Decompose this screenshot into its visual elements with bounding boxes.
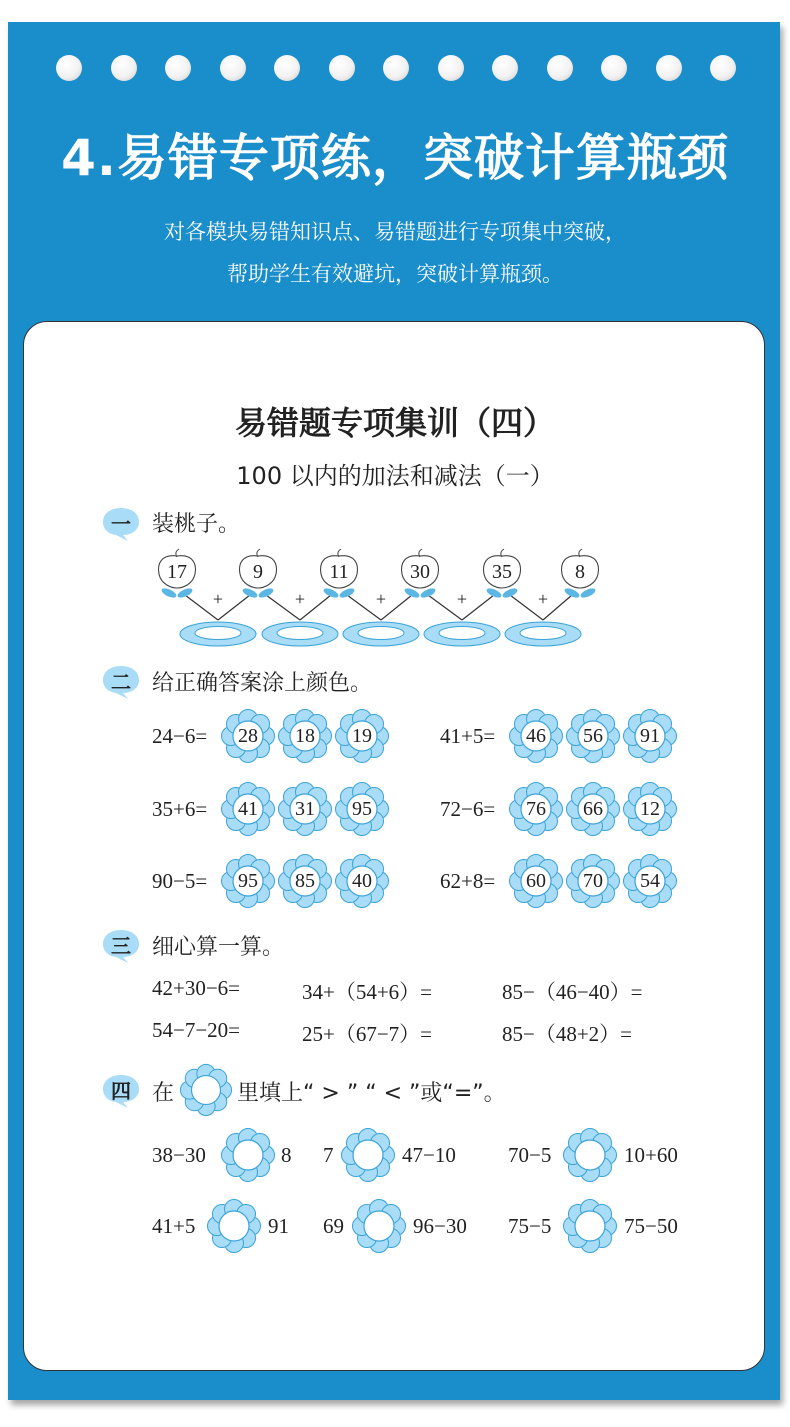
banner-subline-2: 帮助学生有效避坑，突破计算瓶颈。: [227, 262, 563, 286]
answer-option-flower: [333, 707, 391, 765]
compare-blank-flower[interactable]: [219, 1126, 277, 1184]
answer-option-flower: [507, 852, 565, 910]
compare-right: 96−30: [413, 1214, 467, 1238]
peach-icon: [159, 549, 196, 600]
flower-option-number: 12: [640, 798, 660, 820]
answer-option-flower: [621, 707, 679, 765]
equation-right: 72−6=: [440, 797, 496, 821]
flower-option-number: 95: [238, 870, 258, 892]
peach-icon: [321, 549, 358, 600]
answer-option-flower: [219, 852, 277, 910]
flower-option-number: 60: [526, 870, 546, 892]
flower-icon: [339, 1126, 397, 1184]
flower-option-number: 95: [352, 798, 372, 820]
section4-instruction-post: 里填上“ > ” “ < ”或“=”。: [237, 1081, 506, 1106]
flower-option-number: 66: [583, 798, 603, 820]
banner-subline-1: 对各模块易错知识点、易错题进行专项集中突破，: [164, 220, 626, 244]
equation-right: 41+5=: [440, 724, 496, 748]
peach-number: 11: [329, 561, 349, 583]
peach-number: 30: [410, 561, 430, 583]
compare-blank-flower[interactable]: [561, 1126, 619, 1184]
worksheet-title: 易错题专项集训（四）: [234, 404, 555, 442]
flower-option-number: 54: [640, 870, 660, 892]
compare-blank-flower[interactable]: [350, 1197, 408, 1255]
flower-icon: [561, 1197, 619, 1255]
answer-option-flower: [507, 780, 565, 838]
section4-instruction-pre: 在: [152, 1081, 175, 1106]
section-number-badge: [101, 1073, 141, 1107]
answer-option-flower: [219, 780, 277, 838]
section1-instruction: 装桃子。: [152, 512, 241, 537]
answer-option-flower: [276, 780, 334, 838]
answer-option-flower: [564, 780, 622, 838]
equation-right: 62+8=: [440, 869, 496, 893]
plus-sign: +: [537, 589, 549, 609]
flower-option-number: 56: [583, 725, 603, 747]
binding-hole-icon: [111, 55, 137, 81]
binding-hole-icon: [56, 55, 82, 81]
section-number-text: 二: [111, 670, 131, 694]
flower-option-number: 19: [352, 725, 372, 747]
answer-option-flower: [621, 852, 679, 910]
section3-instruction: 细心算一算。: [152, 935, 285, 960]
compare-right: 8: [281, 1143, 292, 1167]
answer-option-flower: [276, 852, 334, 910]
answer-option-flower: [333, 780, 391, 838]
flower-icon: [561, 1126, 619, 1184]
section2-instruction: 给正确答案涂上颜色。: [152, 671, 373, 696]
blank-flower-icon: [178, 1062, 234, 1118]
calc-expression: 85−（46−40）=: [502, 980, 643, 1004]
binding-hole-icon: [438, 55, 464, 81]
equation-left: 90−5=: [152, 869, 208, 893]
plus-sign: +: [456, 589, 468, 609]
flower-option-number: 31: [295, 798, 315, 820]
calc-expression: 34+（54+6）=: [302, 980, 433, 1004]
flower-option-number: 91: [640, 725, 660, 747]
calc-expression: 42+30−6=: [152, 976, 241, 1000]
section-number-badge: [101, 664, 141, 698]
section-number-badge: [101, 928, 141, 962]
peach-icon: [240, 549, 277, 600]
flower-option-number: 41: [238, 798, 258, 820]
compare-left: 38−30: [152, 1143, 206, 1167]
flower-option-number: 46: [526, 725, 546, 747]
answer-option-flower: [621, 780, 679, 838]
section-number-text: 三: [111, 934, 131, 958]
flower-icon: [350, 1197, 408, 1255]
plus-sign: +: [212, 589, 224, 609]
binding-holes: [56, 55, 736, 81]
binding-hole-icon: [547, 55, 573, 81]
binding-hole-icon: [710, 55, 736, 81]
calc-expression: 85−（48+2）=: [502, 1022, 633, 1046]
binding-hole-icon: [492, 55, 518, 81]
peach-icon: [562, 549, 599, 600]
peach-icon: [402, 549, 439, 600]
equation-left: 35+6=: [152, 797, 208, 821]
answer-option-flower: [507, 707, 565, 765]
compare-left: 75−5: [508, 1214, 552, 1238]
binding-hole-icon: [274, 55, 300, 81]
section-number-badge: [101, 506, 141, 540]
calc-expression: 54−7−20=: [152, 1018, 241, 1042]
answer-option-flower: [333, 852, 391, 910]
flower-icon: [205, 1197, 263, 1255]
section-number-text: 四: [111, 1079, 131, 1103]
peach-number: 35: [492, 561, 512, 583]
plus-sign: +: [375, 589, 387, 609]
answer-option-flower: [219, 707, 277, 765]
compare-right: 47−10: [402, 1143, 456, 1167]
compare-right: 10+60: [624, 1143, 678, 1167]
binding-hole-icon: [329, 55, 355, 81]
compare-blank-flower[interactable]: [339, 1126, 397, 1184]
compare-blank-flower[interactable]: [205, 1197, 263, 1255]
worksheet-subtitle: 100 以内的加法和减法（一）: [236, 462, 554, 490]
peach-number: 8: [575, 561, 585, 583]
compare-left: 41+5: [152, 1214, 196, 1238]
compare-left: 7: [323, 1143, 334, 1167]
answer-option-flower: [564, 852, 622, 910]
answer-option-flower: [276, 707, 334, 765]
compare-left: 69: [323, 1214, 344, 1238]
compare-right: 75−50: [624, 1214, 678, 1238]
calc-expression: 25+（67−7）=: [302, 1022, 433, 1046]
flower-option-number: 28: [238, 725, 258, 747]
flower-icon: [219, 1126, 277, 1184]
compare-right: 91: [268, 1214, 289, 1238]
flower-option-number: 18: [295, 725, 315, 747]
banner-headline: 4.易错专项练，突破计算瓶颈: [61, 129, 729, 187]
binding-hole-icon: [220, 55, 246, 81]
peach-icon: [484, 549, 521, 600]
answer-option-flower: [564, 707, 622, 765]
flower-option-number: 76: [526, 798, 546, 820]
compare-left: 70−5: [508, 1143, 552, 1167]
flower-option-number: 40: [352, 870, 372, 892]
binding-hole-icon: [165, 55, 191, 81]
peach-number: 9: [253, 561, 263, 583]
flower-option-number: 70: [583, 870, 603, 892]
equation-left: 24−6=: [152, 724, 208, 748]
section-number-text: 一: [111, 512, 131, 536]
binding-hole-icon: [601, 55, 627, 81]
binding-hole-icon: [656, 55, 682, 81]
compare-blank-flower[interactable]: [561, 1197, 619, 1255]
peach-number: 17: [167, 561, 187, 583]
plus-sign: +: [294, 589, 306, 609]
binding-hole-icon: [383, 55, 409, 81]
peach-basket-diagram: [150, 548, 610, 653]
flower-option-number: 85: [295, 870, 315, 892]
